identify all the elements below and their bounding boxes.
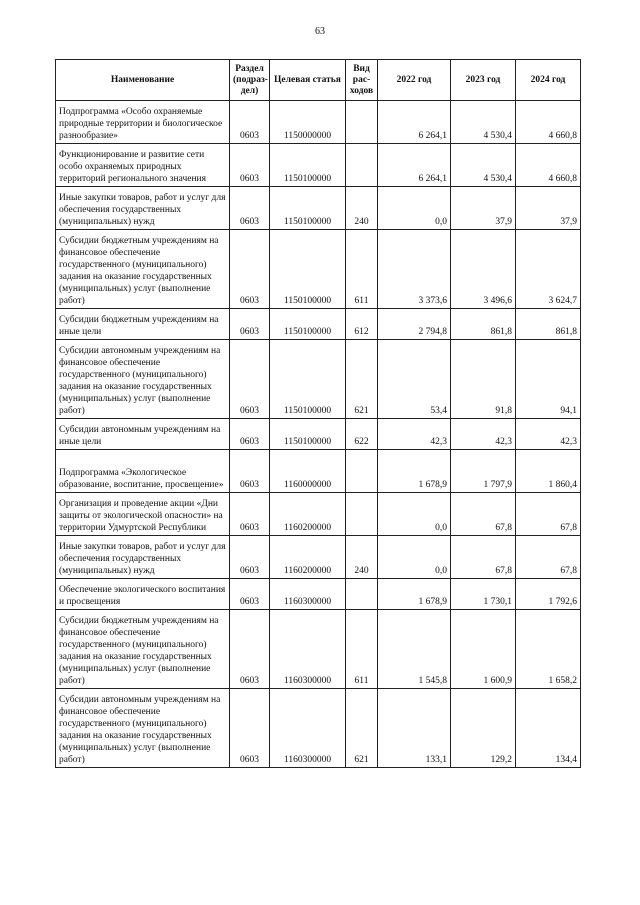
row-target: 1150100000 bbox=[270, 419, 346, 450]
row-2022: 0,0 bbox=[378, 536, 451, 579]
row-2024: 42,3 bbox=[516, 419, 581, 450]
row-2022: 1 678,9 bbox=[378, 450, 451, 493]
row-type bbox=[346, 493, 378, 536]
row-section: 0603 bbox=[230, 340, 270, 419]
row-2022: 2 794,8 bbox=[378, 309, 451, 340]
header-2024: 2024 год bbox=[516, 60, 581, 101]
row-name: Субсидии автономным учреждениям на финансовое обеспечение государственного (муниципального) задания на оказание государственных (муниципальных) услуг (выполнение работ) bbox=[56, 689, 230, 768]
row-type bbox=[346, 144, 378, 187]
row-2023: 91,8 bbox=[451, 340, 516, 419]
row-2023: 1 730,1 bbox=[451, 579, 516, 610]
row-type: 240 bbox=[346, 536, 378, 579]
table-row bbox=[56, 230, 581, 309]
row-name: Функционирование и развитие сети особо охраняемых природных территорий регионального значения bbox=[56, 144, 230, 187]
row-2024: 4 660,8 bbox=[516, 101, 581, 144]
row-2023: 4 530,4 bbox=[451, 101, 516, 144]
table-body bbox=[56, 101, 581, 768]
row-name: Субсидии бюджетным учреждениям на иные цели bbox=[56, 309, 230, 340]
page-number: 63 bbox=[315, 26, 325, 37]
row-2023: 1 600,9 bbox=[451, 610, 516, 689]
row-section: 0603 bbox=[230, 309, 270, 340]
row-type bbox=[346, 101, 378, 144]
row-2022: 6 264,1 bbox=[378, 101, 451, 144]
row-2024: 1 860,4 bbox=[516, 450, 581, 493]
row-2024: 67,8 bbox=[516, 536, 581, 579]
table-row bbox=[56, 340, 581, 419]
header-section: Раздел (подраз-дел) bbox=[230, 60, 270, 101]
row-2024: 1 792,6 bbox=[516, 579, 581, 610]
row-target: 1150000000 bbox=[270, 101, 346, 144]
table-row bbox=[56, 419, 581, 450]
row-2023: 4 530,4 bbox=[451, 144, 516, 187]
row-target: 1160200000 bbox=[270, 493, 346, 536]
row-section: 0603 bbox=[230, 450, 270, 493]
row-2022: 1 678,9 bbox=[378, 579, 451, 610]
header-name: Наименование bbox=[56, 60, 230, 101]
row-name: Субсидии бюджетным учреждениям на финансовое обеспечение государственного (муниципального) задания на оказание государственных (муниципальных) услуг (выполнение работ) bbox=[56, 230, 230, 309]
header-2023: 2023 год bbox=[451, 60, 516, 101]
row-type: 622 bbox=[346, 419, 378, 450]
row-2024: 1 658,2 bbox=[516, 610, 581, 689]
row-target: 1160300000 bbox=[270, 610, 346, 689]
row-2023: 42,3 bbox=[451, 419, 516, 450]
row-name: Субсидии автономным учреждениям на финансовое обеспечение государственного (муниципального) задания на оказание государственных (муниципальных) услуг (выполнение работ) bbox=[56, 340, 230, 419]
table-row bbox=[56, 689, 581, 768]
row-target: 1150100000 bbox=[270, 144, 346, 187]
table-row bbox=[56, 579, 581, 610]
row-target: 1160000000 bbox=[270, 450, 346, 493]
table-row bbox=[56, 187, 581, 230]
row-2022: 53,4 bbox=[378, 340, 451, 419]
row-2022: 0,0 bbox=[378, 187, 451, 230]
row-2023: 861,8 bbox=[451, 309, 516, 340]
row-type: 240 bbox=[346, 187, 378, 230]
header-type: Вид рас-ходов bbox=[346, 60, 378, 101]
table-row bbox=[56, 101, 581, 144]
row-section: 0603 bbox=[230, 419, 270, 450]
header-2022: 2022 год bbox=[378, 60, 451, 101]
table-row bbox=[56, 309, 581, 340]
row-target: 1150100000 bbox=[270, 187, 346, 230]
row-2023: 37,9 bbox=[451, 187, 516, 230]
row-type: 621 bbox=[346, 689, 378, 768]
row-name: Организация и проведение акции «Дни защиты от экологической опасности» на территории Удмуртской Республики bbox=[56, 493, 230, 536]
row-section: 0603 bbox=[230, 187, 270, 230]
budget-table bbox=[55, 59, 581, 768]
row-2022: 133,1 bbox=[378, 689, 451, 768]
row-section: 0603 bbox=[230, 689, 270, 768]
row-type bbox=[346, 579, 378, 610]
row-type: 611 bbox=[346, 230, 378, 309]
row-target: 1150100000 bbox=[270, 309, 346, 340]
row-2022: 0,0 bbox=[378, 493, 451, 536]
row-2024: 37,9 bbox=[516, 187, 581, 230]
row-name: Иные закупки товаров, работ и услуг для обеспечения государственных (муниципальных) нужд bbox=[56, 536, 230, 579]
row-name: Подпрограмма «Особо охраняемые природные территории и биологическое разнообразие» bbox=[56, 101, 230, 144]
row-type: 621 bbox=[346, 340, 378, 419]
row-2024: 67,8 bbox=[516, 493, 581, 536]
row-name: Субсидии автономным учреждениям на иные цели bbox=[56, 419, 230, 450]
row-2023: 3 496,6 bbox=[451, 230, 516, 309]
row-target: 1150100000 bbox=[270, 340, 346, 419]
row-target: 1150100000 bbox=[270, 230, 346, 309]
row-2023: 1 797,9 bbox=[451, 450, 516, 493]
row-2024: 4 660,8 bbox=[516, 144, 581, 187]
row-2024: 94,1 bbox=[516, 340, 581, 419]
row-name: Иные закупки товаров, работ и услуг для обеспечения государственных (муниципальных) нужд bbox=[56, 187, 230, 230]
table-row bbox=[56, 493, 581, 536]
row-section: 0603 bbox=[230, 536, 270, 579]
row-section: 0603 bbox=[230, 230, 270, 309]
row-2022: 6 264,1 bbox=[378, 144, 451, 187]
row-name: Подпрограмма «Экологическое образование, воспитание, просвещение» bbox=[56, 450, 230, 493]
table-row bbox=[56, 536, 581, 579]
table-row bbox=[56, 450, 581, 493]
table-row bbox=[56, 144, 581, 187]
row-2023: 67,8 bbox=[451, 536, 516, 579]
table-row bbox=[56, 610, 581, 689]
row-name: Обеспечение экологического воспитания и просвещения bbox=[56, 579, 230, 610]
header-target: Целевая статья bbox=[270, 60, 346, 101]
row-section: 0603 bbox=[230, 144, 270, 187]
row-type: 612 bbox=[346, 309, 378, 340]
row-target: 1160300000 bbox=[270, 689, 346, 768]
row-2022: 1 545,8 bbox=[378, 610, 451, 689]
row-target: 1160200000 bbox=[270, 536, 346, 579]
row-2023: 129,2 bbox=[451, 689, 516, 768]
row-section: 0603 bbox=[230, 493, 270, 536]
row-2023: 67,8 bbox=[451, 493, 516, 536]
row-2024: 861,8 bbox=[516, 309, 581, 340]
row-2024: 134,4 bbox=[516, 689, 581, 768]
row-2024: 3 624,7 bbox=[516, 230, 581, 309]
row-type bbox=[346, 450, 378, 493]
row-name: Субсидии бюджетным учреждениям на финансовое обеспечение государственного (муниципального) задания на оказание государственных (муниципальных) услуг (выполнение работ) bbox=[56, 610, 230, 689]
header-row bbox=[56, 60, 581, 101]
row-section: 0603 bbox=[230, 610, 270, 689]
row-2022: 42,3 bbox=[378, 419, 451, 450]
row-type: 611 bbox=[346, 610, 378, 689]
row-section: 0603 bbox=[230, 101, 270, 144]
row-2022: 3 373,6 bbox=[378, 230, 451, 309]
row-section: 0603 bbox=[230, 579, 270, 610]
row-target: 1160300000 bbox=[270, 579, 346, 610]
